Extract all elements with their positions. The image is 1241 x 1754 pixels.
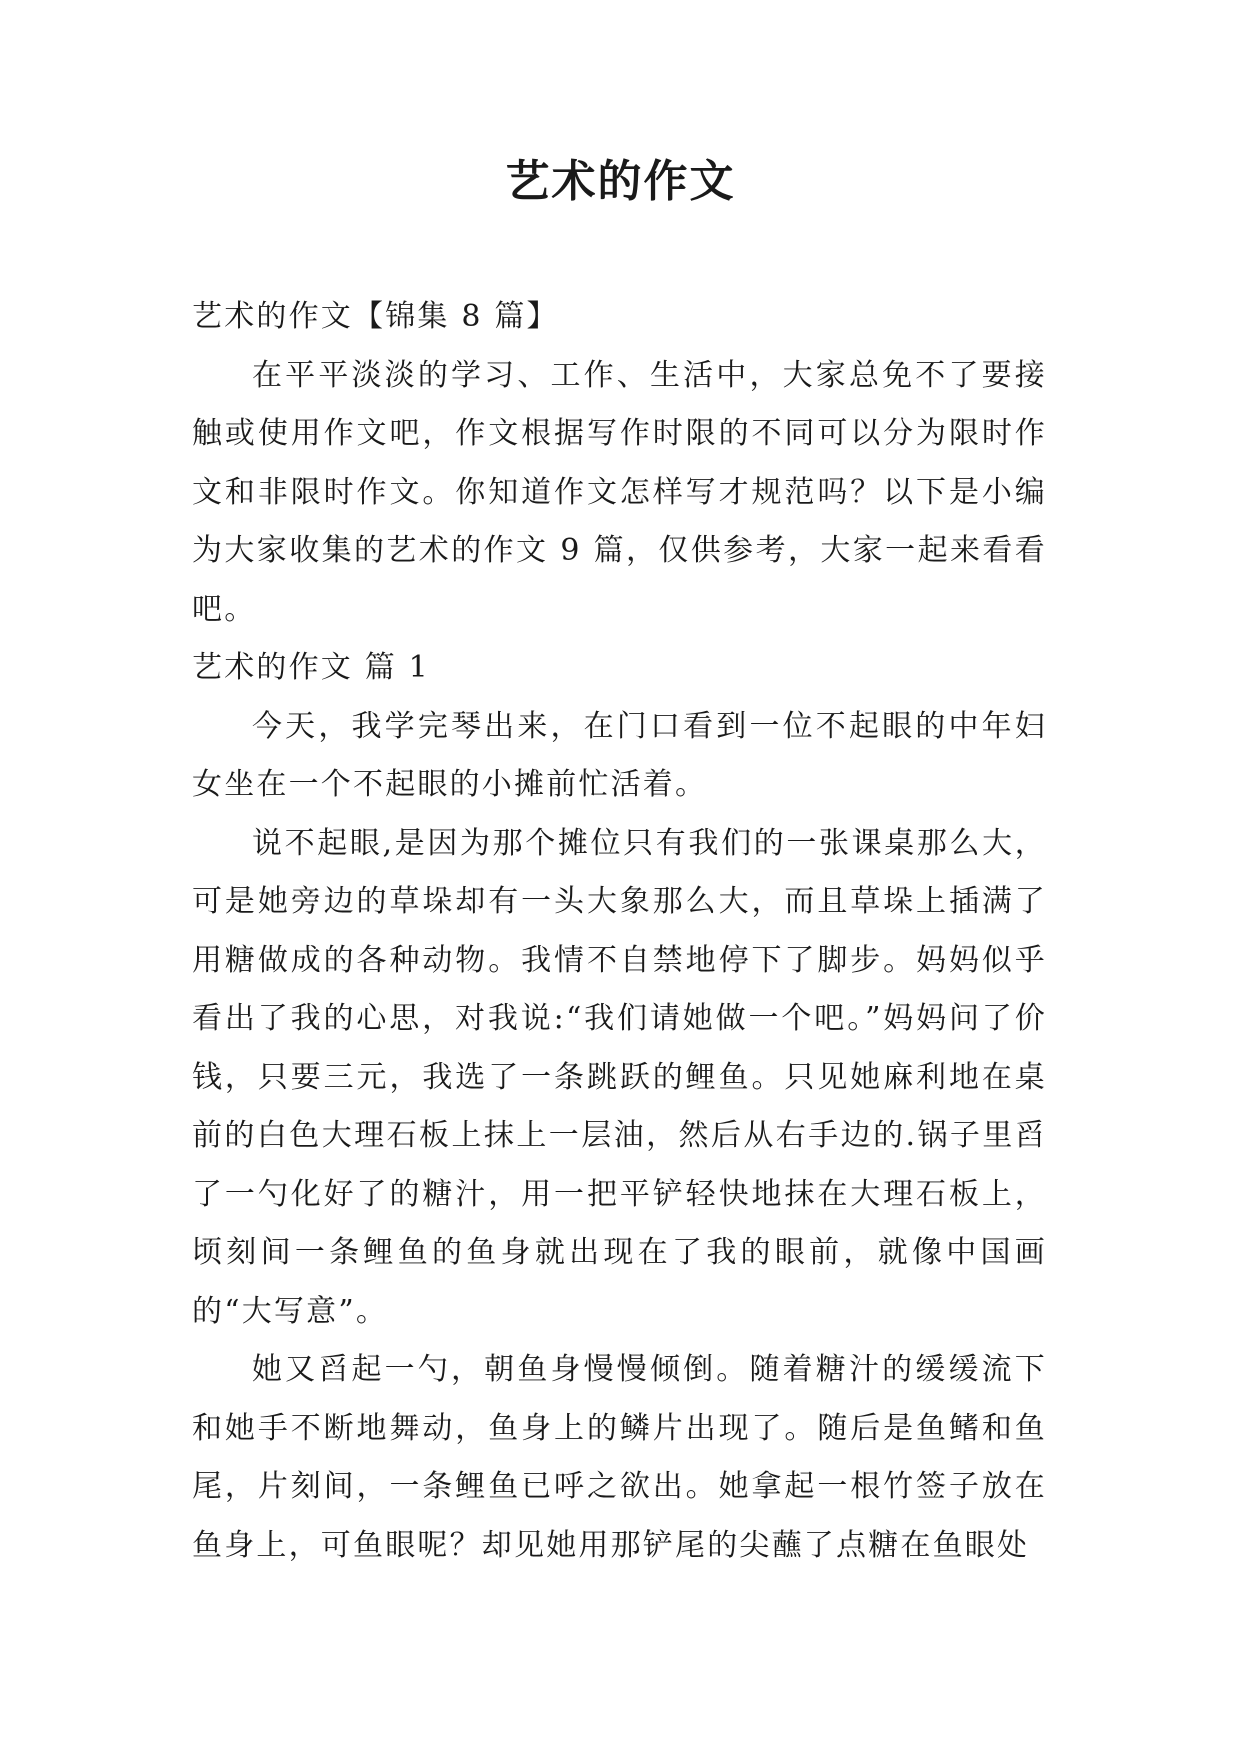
collection-heading: 艺术的作文【锦集 8 篇】 bbox=[192, 299, 559, 334]
body-paragraph: 今天，我学完琴出来，在门口看到一位不起眼的中年妇女坐在一个不起眼的小摊前忙活着。 bbox=[192, 708, 1047, 802]
body-paragraph: 说不起眼,是因为那个摊位只有我们的一张课桌那么大，可是她旁边的草垛却有一头大象那么大，而且草垛上插满了用糖做成的各种动物。我情不自禁地停下了脚步。妈妈似乎看出了我的心思，对我说:“我们请她做一个吧。”妈妈问了价钱，只要三元，我选了一条跳跃的鲤鱼。只见她麻利地在桌前的白色大理石板上抹上一层油，然后从右手边的.锅子里舀了一勺化好了的糖汁，用一把平铲轻快地抹在大理石板上，顷刻间一条鲤鱼的鱼身就出现在了我的眼前，就像中国画的“大写意”。 bbox=[192, 825, 1047, 1329]
section-heading: 艺术的作文 篇 1 bbox=[192, 650, 430, 685]
body-paragraph: 她又舀起一勺，朝鱼身慢慢倾倒。随着糖汁的缓缓流下和她手不断地舞动，鱼身上的鳞片出现了。随后是鱼鳍和鱼尾，片刻间，一条鲤鱼已呼之欲出。她拿起一根竹签子放在鱼身上，可鱼眼呢？却见她用那铲尾的尖蘸了点糖在鱼眼处 bbox=[192, 1352, 1047, 1563]
document-title: 艺术的作文 bbox=[505, 156, 736, 207]
document-body bbox=[192, 288, 1047, 1575]
intro-paragraph: 在平平淡淡的学习、工作、生活中，大家总免不了要接触或使用作文吧，作文根据写作时限的不同可以分为限时作文和非限时作文。你知道作文怎样写才规范吗？以下是小编为大家收集的艺术的作文 9 篇，仅供参考，大家一起来看看吧。 bbox=[192, 357, 1047, 627]
